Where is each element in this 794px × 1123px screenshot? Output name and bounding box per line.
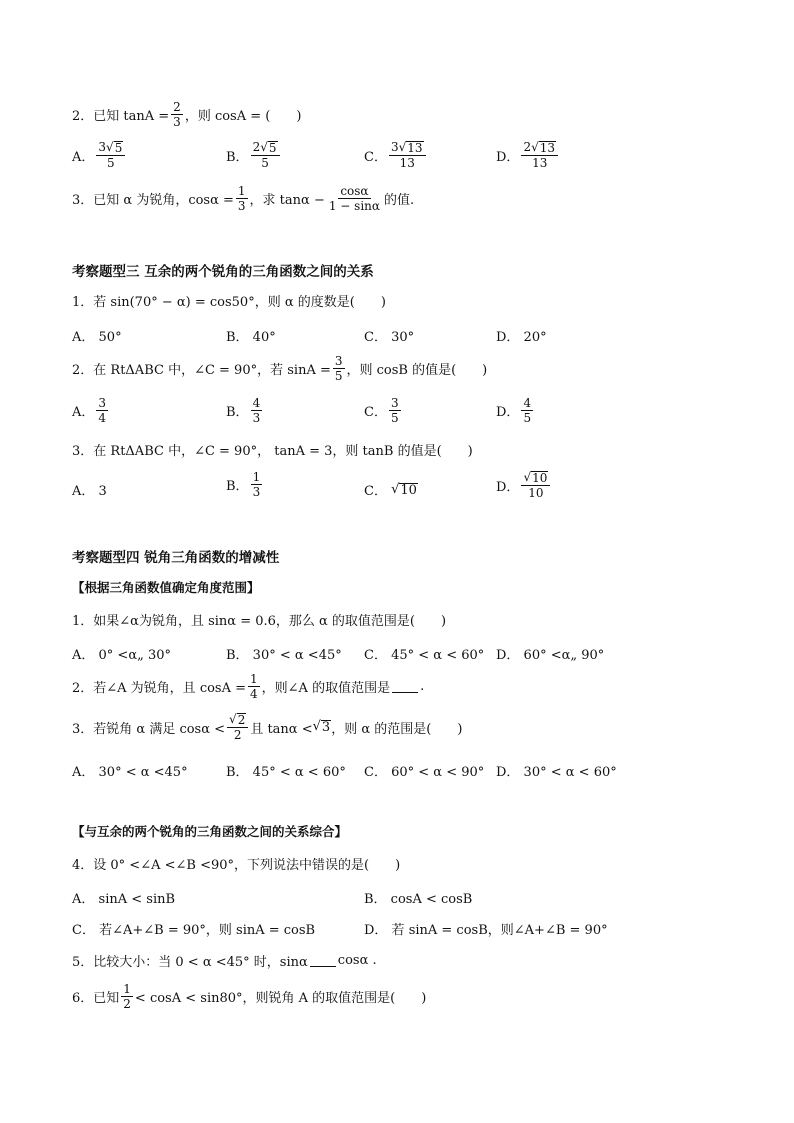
option-c: C． 30°: [364, 330, 415, 345]
option-b: B． $\frac{1}{3}$: [226, 470, 261, 499]
question-text: ，则 α 的范围是( ): [331, 721, 463, 737]
question-text: 2．已知 tanA =: [72, 109, 170, 124]
s4-question-5: [72, 951, 377, 970]
option-b: B． 2 √ 5 5: [226, 140, 282, 170]
option-d: D． √ 10 10: [496, 470, 552, 500]
option-d: D． $\frac{4}{5}$: [496, 396, 532, 425]
fraction: $\frac{3}{4}$: [98, 396, 107, 425]
fraction: $\frac{3}{5}$: [334, 354, 343, 383]
fraction: $\frac{1}{2}$: [123, 982, 131, 1011]
option-d: D． 20°: [496, 330, 547, 345]
fraction: √ 10 10: [521, 470, 550, 500]
question-text: 3．若锐角 α 满足 cosα <: [72, 721, 226, 737]
subsection-2-title: 【与互余的两个锐角的三角函数之间的关系综合】: [72, 824, 348, 839]
option-a: A． 0° <α„ 30°: [72, 648, 172, 663]
option-a: A． sinA < sinB: [72, 892, 176, 907]
option-c: C． 45° < α < 60°: [364, 648, 485, 663]
question-text: 2．在 RtΔABC 中，∠C = 90°，若 sinA =: [72, 363, 331, 378]
question-text: 2．若∠A 为锐角，且 cosA =: [72, 681, 247, 696]
fraction: $\frac{4}{3}$: [252, 396, 261, 425]
fraction: 2 √ 13 13: [521, 140, 558, 170]
option-d: D． 60° <α„ 90°: [496, 648, 605, 663]
sqrt: √ 10: [391, 481, 417, 498]
option-d: D． 2 √ 13 13: [496, 140, 560, 170]
fraction: $\frac{1}{3}$: [252, 470, 261, 499]
subsection-1-title: 【根据三角函数值确定角度范围】: [72, 580, 260, 595]
option-d: D． 30° < α < 60°: [496, 765, 617, 780]
fraction: 2 √ 5 5: [251, 140, 280, 170]
s4-question-2: 2．若∠A 为锐角，且 cosA = $\frac{1}{4}$ ，则∠A 的取值范围是 .: [72, 672, 425, 701]
sqrt: √ 3: [312, 719, 331, 735]
question-text: 且 tanα <: [250, 721, 313, 737]
question-text: < cosA < sin80°，则锐角 A 的取值范围是( ): [134, 991, 427, 1006]
option-a: A． 30° < α <45°: [72, 765, 188, 780]
option-a: A． 3 √ 5 5: [72, 140, 127, 170]
s4-question-3: [72, 712, 462, 742]
option-b: B． 40°: [226, 330, 276, 345]
fraction: $\frac{3}{5}$: [390, 396, 399, 425]
option-b: B． 45° < α < 60°: [226, 765, 346, 780]
fraction: $\frac{\cos\alpha}{1 - \sin\alpha}$: [328, 184, 380, 213]
option-b: B． 30° < α <45°: [226, 648, 342, 663]
question-text: cosα .: [337, 953, 377, 968]
question-text: 3．已知 α 为锐角，cosα =: [72, 193, 234, 208]
option-c: C． 3 √ 13 13: [364, 140, 428, 170]
s4-question-4: 4．设 0° <∠A <∠B <90°，下列说法中错误的是( ): [72, 858, 401, 873]
question-text: ，则∠A 的取值范围是: [261, 681, 391, 696]
fraction: $\frac{2}{3}$: [173, 100, 181, 129]
section-3-title: 考察题型三 互余的两个锐角的三角函数之间的关系: [72, 264, 374, 280]
option-c: C． $\frac{3}{5}$: [364, 396, 399, 425]
s3-question-3: 3．在 RtΔABC 中，∠C = 90°， tanA = 3，则 tanB 的值是( ): [72, 444, 473, 459]
s4-question-6: [72, 982, 426, 1011]
s3-question-2: [72, 354, 487, 383]
question-text: ，求 tanα −: [249, 193, 325, 208]
question-text: ，则 cosB 的值是( ): [346, 363, 488, 378]
question-text: 5．比较大小：当 0 < α <45° 时，sinα: [72, 955, 308, 970]
s3-question-1: 1．若 sin(70° − α) = cos50°，则 α 的度数是( ): [72, 295, 386, 310]
option-c: C． √ 10: [364, 481, 417, 499]
question-text: 的值.: [384, 193, 415, 208]
option-a: A． 50°: [72, 330, 122, 345]
question-text: 6．已知: [72, 991, 120, 1006]
option-a: A． $\frac{3}{4}$: [72, 396, 107, 425]
fraction: $\frac{1}{3}$: [237, 184, 246, 213]
option-c: C． 60° < α < 90°: [364, 765, 485, 780]
option-d: D． 若 sinA = cosB，则∠A+∠B = 90°: [364, 923, 608, 938]
option-a: A． 3: [72, 484, 107, 499]
question-2-tan: [72, 100, 301, 129]
fraction: 3 √ 13 13: [389, 140, 426, 170]
option-b: B． $\frac{4}{3}$: [226, 396, 261, 425]
fraction: $\frac{1}{4}$: [250, 672, 258, 701]
question-3-cos: [72, 184, 414, 213]
option-b: B． cosA < cosB: [364, 892, 473, 907]
fraction: 3 √ 5 5: [96, 140, 125, 170]
fraction: $\frac{4}{5}$: [523, 396, 532, 425]
fraction: √ 2 2: [227, 712, 248, 742]
option-c: C． 若∠A+∠B = 90°，则 sinA = cosB: [72, 923, 316, 938]
answer-blank[interactable]: [392, 680, 418, 693]
question-text: ，则 cosA = ( ): [184, 109, 302, 124]
section-4-title: 考察题型四 锐角三角函数的增减性: [72, 550, 280, 566]
s4-question-1: 1．如果∠α为锐角，且 sinα = 0.6，那么 α 的取值范围是( ): [72, 614, 447, 629]
answer-blank[interactable]: [310, 954, 336, 967]
